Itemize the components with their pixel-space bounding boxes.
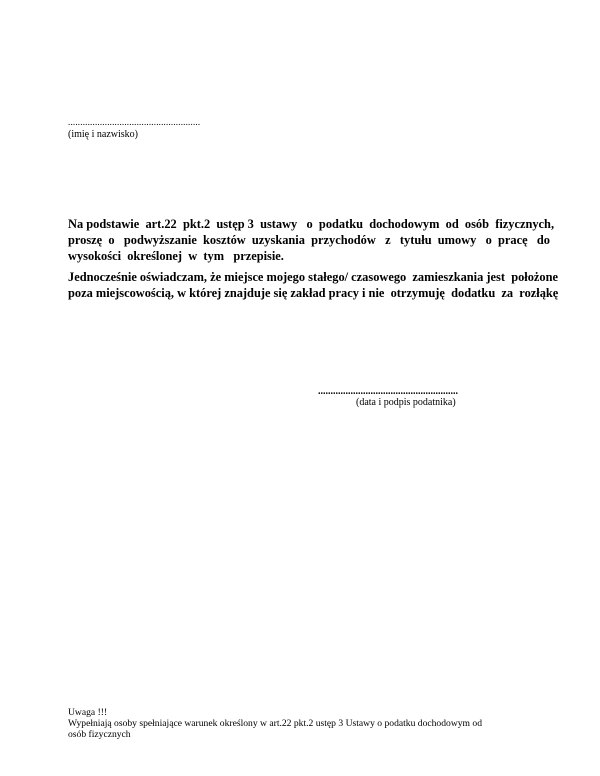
declaration-paragraph bbox=[68, 269, 558, 301]
footnote bbox=[68, 707, 538, 741]
request-paragraph bbox=[68, 216, 558, 264]
footnote-line-2: osób fizycznych bbox=[68, 729, 131, 741]
footnote-title: Uwaga !!! bbox=[68, 707, 108, 718]
footnote-line-1: Wypełniają osoby spełniające warunek określony w art.22 pkt.2 ustęp 3 Ustawy o podatku dochodowym od bbox=[68, 718, 482, 730]
declaration-line-1: Jednocześnie oświadczam, że miejsce mojego stałego/ czasowego zamieszkania jest położone bbox=[68, 270, 558, 284]
request-line-2: proszę o podwyższanie kosztów uzyskania przychodów z tytułu umowy o pracę do bbox=[68, 233, 550, 247]
request-line-3: wysokości określonej w tym przepisie. bbox=[68, 249, 284, 263]
signature-line: ........................................................ bbox=[318, 386, 458, 397]
request-line-1: Na podstawie art.22 pkt.2 ustęp 3 ustawy o podatku dochodowym od osób fizycznych, bbox=[68, 217, 555, 231]
declaration-line-2: poza miejscowością, w której znajduje się zakład pracy i nie otrzymuję dodatku za rozłąkę bbox=[68, 286, 559, 300]
signature-caption: (data i podpis podatnika) bbox=[356, 397, 456, 408]
name-caption: (imię i nazwisko) bbox=[68, 129, 138, 140]
name-signature-line: ...................................................... bbox=[68, 117, 201, 127]
